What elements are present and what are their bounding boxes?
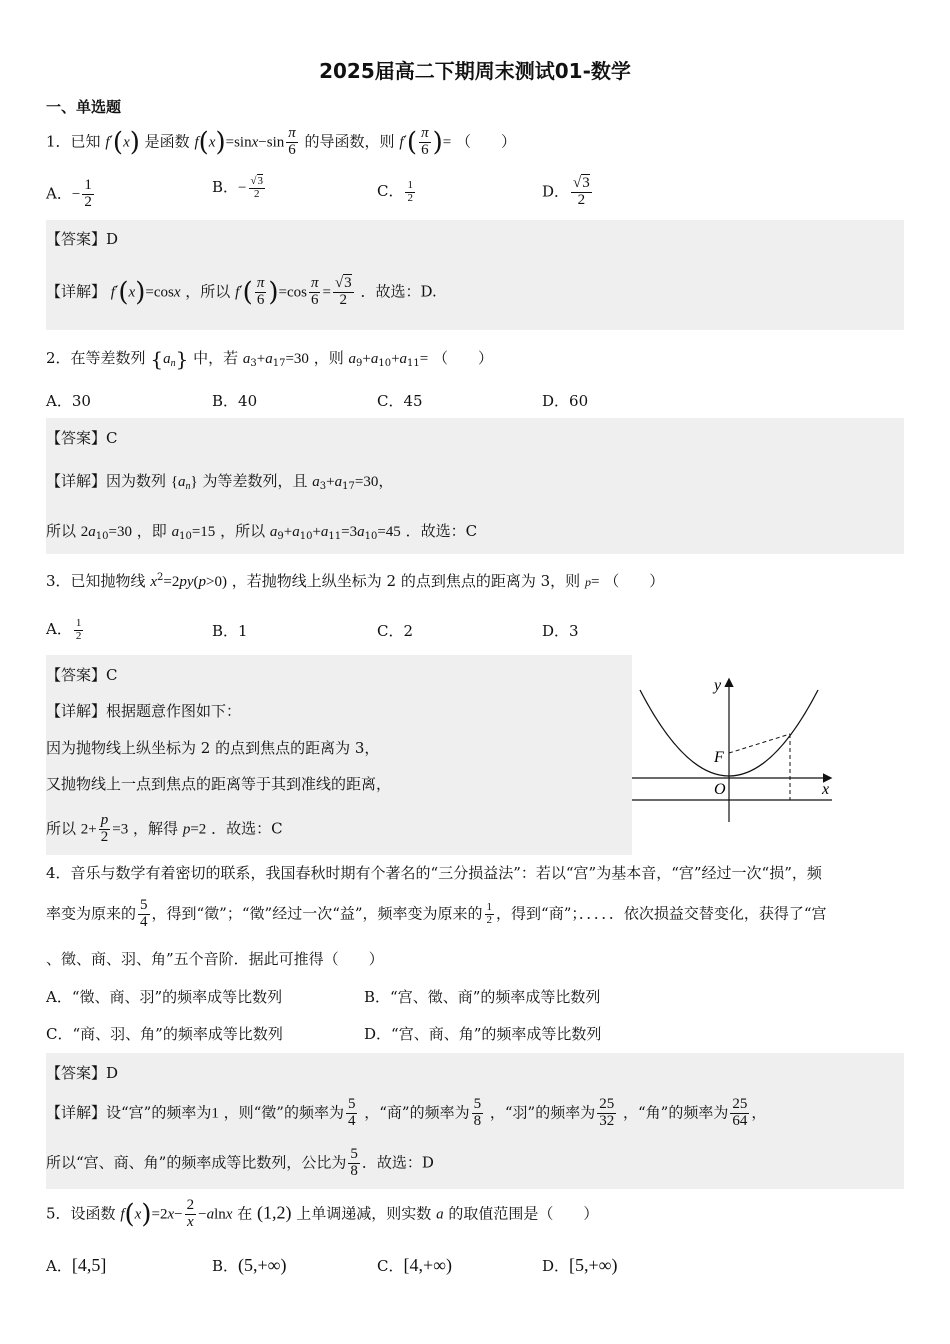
q2-option-a: A．30 bbox=[46, 392, 91, 410]
x-label: x bbox=[822, 781, 830, 798]
q3-answer: 【答案】C bbox=[46, 666, 118, 684]
q1-answer: 【答案】D bbox=[46, 230, 119, 248]
q4-option-d: D．“宫、商、角”的频率成等比数列 bbox=[364, 1025, 602, 1043]
q4-option-b: B．“宫、徵、商”的频率成等比数列 bbox=[364, 988, 601, 1006]
q3-detail-3: 又抛物线上一点到焦点的距离等于其到准线的距离， bbox=[46, 775, 392, 793]
q1-option-d: D． $\frac{√3}{2}$ bbox=[542, 175, 590, 208]
q2-detail-1: 【详解】因为数列 $\{a_n\}$ 为等差数列，且 $a_3+a_{17}=30$， bbox=[46, 472, 394, 492]
q1-detail: 【详解】 f′(x)=cosx ，所以 f′( $\frac{\pi}{6}$ )=cos $\frac{\pi}{6}$ = $\frac{√3}{2}$ ．故选：D. bbox=[46, 275, 437, 308]
q2-option-b: B．40 bbox=[212, 392, 258, 410]
question-4-line-3: 、徵、商、羽、角”五个音阶．据此可推得（ ） bbox=[46, 950, 384, 968]
question-4-line-1: 4．音乐与数学有着密切的联系，我国春秋时期有个著名的“三分损益法”：若以“宫”为基本音，“宫”经过一次“损”，频 bbox=[46, 864, 822, 882]
q2-option-d: D．60 bbox=[542, 392, 589, 410]
question-1: 1．已知 f′(x) 是函数 f(x)=sinx−sin $\frac{\pi}{6}$ 的导函数，则 f′( $\frac{\pi}{6}$ )= （ ） bbox=[46, 125, 516, 158]
q1-option-b: B．− $\frac{√3}{2}$ bbox=[212, 175, 264, 200]
q2-option-c: C．45 bbox=[377, 392, 423, 410]
section-heading: 一、单选题 bbox=[46, 98, 122, 116]
q4-answer-box bbox=[46, 1053, 904, 1189]
q2-answer-box bbox=[46, 418, 904, 554]
focus-label: F bbox=[714, 749, 724, 766]
q3-option-c: C．2 bbox=[377, 622, 414, 640]
q1-option-a: A．− $\frac{1}{2}$ bbox=[46, 177, 92, 210]
q3-answer-box bbox=[46, 655, 632, 855]
origin-label: O bbox=[714, 781, 726, 798]
question-5: 5．设函数 f(x)=2x− $\frac{2}{x}$ −alnx 在 (1,2) 上单调递减，则实数 a 的取值范围是（ ） bbox=[46, 1197, 599, 1230]
q1-option-c: C． $\frac{1}{2}$ bbox=[377, 179, 413, 204]
question-3: 3．已知抛物线 $x^2=2py(p>0)$ ，若抛物线上纵坐标为 2 的点到焦点的距离为 3，则 p= （ ） bbox=[46, 572, 665, 590]
q4-detail-1: 【详解】设“宫”的频率为1 ，则“徵”的频率为 $\frac{5}{4}$ ，“商”的频率为 $\frac{5}{8}$ ，“羽”的频率为 $\frac{25}{32}$ ，“角”的频率为 $\frac{25}{64}$ ， bbox=[46, 1096, 767, 1129]
q3-detail-1: 【详解】根据题意作图如下： bbox=[46, 702, 242, 720]
q5-option-d: D．[5,+∞) bbox=[542, 1255, 618, 1275]
y-label: y bbox=[714, 677, 722, 694]
question-4-line-2: 率变为原来的 $\frac{5}{4}$ ，得到“徵”；“徵”经过一次“益”，频率变为原来的 $\frac{1}{2}$ ，得到“商”；．．．．．依次损益交替变化，获得了“宫 bbox=[46, 897, 827, 930]
q2-answer: 【答案】C bbox=[46, 429, 118, 447]
q4-detail-2: 所以“宫、商、角”的频率成等比数列，公比为 $\frac{5}{8}$ ．故选：D bbox=[46, 1146, 434, 1179]
q4-option-a: A．“徵、商、羽”的频率成等比数列 bbox=[46, 988, 283, 1006]
q5-option-c: C．[4,+∞) bbox=[377, 1255, 452, 1275]
focus-to-point-dashed bbox=[729, 734, 790, 753]
q3-option-d: D．3 bbox=[542, 622, 579, 640]
q4-option-c: C．“商、羽、角”的频率成等比数列 bbox=[46, 1025, 283, 1043]
q2-detail-2: 所以 $2a_{10}=30$ ，即 $a_{10}=15$ ，所以 $a_9+a_{10}+a_{11}=3a_{10}=45$ ．故选：C bbox=[46, 522, 478, 542]
q1-answer-box bbox=[46, 220, 904, 330]
q3-option-a: A． $\frac{1}{2}$ bbox=[46, 617, 82, 642]
question-2: 2．在等差数列 $\{a_n\}$ 中，若 $a_3+a_{17}=30$ ，则 $a_9+a_{10}+a_{11}=$ （ ） bbox=[46, 347, 494, 371]
q5-option-b: B．(5,+∞) bbox=[212, 1255, 287, 1275]
q5-option-a: A．[4,5] bbox=[46, 1255, 107, 1275]
q3-option-b: B．1 bbox=[212, 622, 248, 640]
q3-detail-4: 所以 2+ $\frac{p}{2}$ =3 ，解得 p=2 ．故选：C bbox=[46, 812, 283, 845]
parabola-figure bbox=[632, 672, 842, 832]
page-title: 2025届高二下期周末测试01-数学 bbox=[319, 59, 631, 83]
q3-detail-2: 因为抛物线上纵坐标为 2 的点到焦点的距离为 3， bbox=[46, 739, 380, 757]
q4-answer: 【答案】D bbox=[46, 1064, 119, 1082]
